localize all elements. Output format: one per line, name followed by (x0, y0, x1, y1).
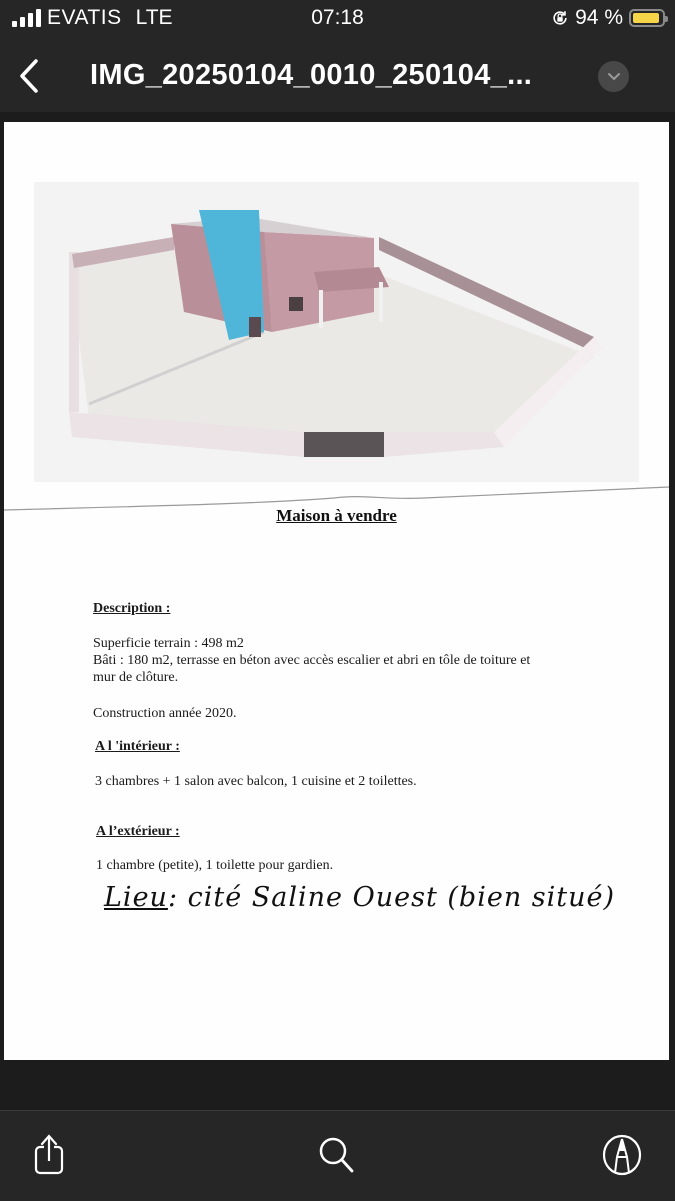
description-heading: Description : (93, 601, 171, 616)
status-right (551, 6, 665, 30)
share-icon[interactable] (28, 1133, 72, 1177)
construction-year: Construction année 2020. (93, 706, 237, 721)
interior-heading: A l 'intérieur : (95, 739, 180, 754)
chevron-down-icon (607, 72, 621, 82)
handwritten-location (104, 882, 615, 913)
battery-percent: 94 % (575, 6, 623, 29)
title-menu-button[interactable] (598, 61, 629, 92)
markup-pen-icon[interactable] (600, 1133, 644, 1177)
rotation-lock-icon (551, 9, 569, 27)
house-rendering-image (34, 182, 639, 482)
scanned-page (4, 122, 669, 1060)
description-line-1: Superficie terrain : 498 m2 (93, 636, 244, 651)
search-icon[interactable] (315, 1133, 359, 1177)
description-line-3: mur de clôture. (93, 670, 179, 685)
navigation-bar (0, 40, 675, 112)
clock: 07:18 (311, 6, 364, 29)
bottom-toolbar (0, 1110, 675, 1201)
status-bar (0, 0, 675, 40)
carrier-name: EVATIS (47, 6, 122, 29)
handwritten-label: Lieu (104, 882, 168, 913)
exterior-text: 1 chambre (petite), 1 toilette pour gardien. (96, 858, 334, 873)
document-viewer[interactable] (0, 112, 675, 1110)
document-title: Maison à vendre (276, 506, 397, 525)
handwritten-text: : cité Saline Ouest (bien situé) (167, 882, 616, 913)
exterior-heading: A l’extérieur : (96, 824, 180, 839)
interior-text: 3 chambres + 1 salon avec balcon, 1 cuisine et 2 toilettes. (95, 774, 417, 789)
battery-icon (629, 9, 665, 27)
file-title[interactable]: IMG_20250104_0010_250104_... (90, 59, 533, 91)
network-type: LTE (135, 6, 173, 29)
description-line-2: Bâti : 180 m2, terrasse en béton avec accès escalier et abri en tôle de toiture et (93, 653, 531, 668)
back-chevron-icon[interactable] (14, 56, 44, 96)
